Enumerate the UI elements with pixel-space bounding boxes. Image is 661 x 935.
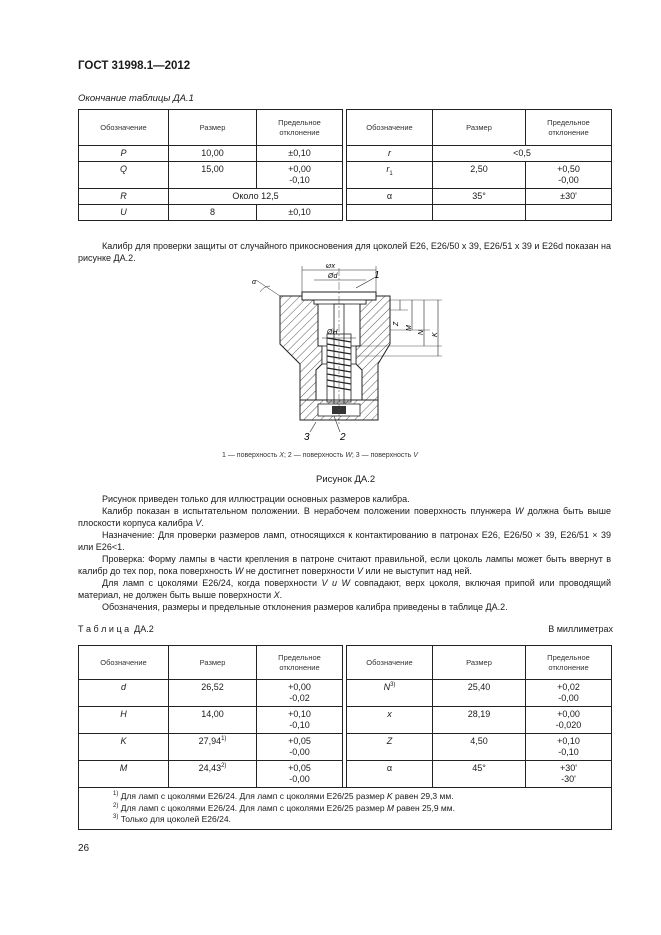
table-row: M 24,43$^{2)}$ +0,05 -0,00 α 45° +30' -30' xyxy=(79,761,612,788)
table-row: d 26,52 +0,00 -0,02 $N^{3)}$ 25,40 +0,02 -0,00 xyxy=(79,680,612,707)
col-header: Обозначение xyxy=(347,110,433,146)
table2-caption: Т а б л и ц а ДА.2 xyxy=(78,624,154,634)
dim-M-label: M xyxy=(406,325,413,331)
footnotes-row xyxy=(79,788,612,830)
dim-N-label: N xyxy=(418,329,425,335)
footnote: $^{3)}$ Только для цоколей E26/24. xyxy=(113,814,231,824)
table-row: Q 15,00 +0,00 -0,10 $r_1$ 2,50 +0,50 -0,00 xyxy=(79,162,612,189)
col-header: Предельное отклонение xyxy=(526,110,612,146)
col-header: Обозначение xyxy=(79,110,169,146)
col-header: Предельное отклонение xyxy=(257,110,343,146)
table-row: R Около 12,5 α 35° ±30' xyxy=(79,189,612,205)
table1-caption: Окончание таблицы ДА.1 xyxy=(78,93,194,104)
table-row: P 10,00 ±0,10 r <0,5 xyxy=(79,146,612,162)
table-header-row xyxy=(79,110,612,146)
table-header-row: Обозначение Размер Предельное отклонение Обозначение Размер Предельное отклонение xyxy=(79,646,612,680)
gauge-figure xyxy=(230,264,470,446)
figure-title: Рисунок ДА.2 xyxy=(316,474,376,485)
angle-alpha-label: α xyxy=(252,279,256,286)
dim-H-label: ØH xyxy=(327,329,338,336)
gauge-body-left xyxy=(280,296,322,400)
footnote: $^{1)}$ Для ламп с цоколями E26/24. Для ламп с цоколями E26/25 размер K равен 29,3 мм. xyxy=(113,791,454,801)
footnote: $^{2)}$ Для ламп с цоколями E26/24. Для ламп с цоколями E26/25 размер M равен 25,9 мм. xyxy=(113,802,455,813)
col-header: Размер xyxy=(433,110,526,146)
gauge-body-right xyxy=(356,296,390,400)
intro-paragraph: Калибр для проверки защиты от случайного прикосновения для цоколей E26, E26/50 x 39, E26/51 x 39 и E26d показан на рисунке ДА.2. xyxy=(78,241,611,263)
figure-legend: 1 — поверхность X; 2 — поверхность W; 3 — поверхность V xyxy=(222,452,418,459)
table-da2 xyxy=(78,645,612,830)
callout-2: 2 xyxy=(340,432,346,443)
table-row: U 8 ±0,10 xyxy=(79,205,612,221)
document-header: ГОСТ 31998.1—2012 xyxy=(78,60,191,72)
table-row: K 27,94$^{1)}$ +0,05 -0,00 Z 4,50 +0,10 -0,10 xyxy=(79,734,612,761)
table-da1 xyxy=(78,109,612,221)
col-header: Размер xyxy=(169,110,257,146)
page-number: 26 xyxy=(78,843,90,854)
dim-K-label: K xyxy=(432,332,439,337)
body-text: Рисунок приведен только для иллюстрации основных размеров калибра. Калибр показан в испытательном положении. В нерабочем положении поверхность плунжера W должна быть выше плоскости корпуса калибра V. Назначение: Для проверки размеров ламп, относящихся к контактированию в патронах E26, E26/50 × 39, E26/51 × 39 или E26<1. Проверка: Форму лампы в части крепления в патроне считают правильной, если цоколь лампы может быть ввернут в калибр до тех пор, пока поверхность W не достигнет поверхности V или не выступит над ней. Для ламп с цоколями E26/24, когда поверхности V и W совпадают, верх цоколя, включая припой или проводящий материал, не должен быть выше поверхности X. Обозначения, размеры и предельные отклонения размеров калибра приведены в таблице ДА.2. xyxy=(78,494,611,612)
dim-d-label: Ød xyxy=(328,273,338,280)
table-row: H 14,00 +0,10 -0,10 x 28,19 +0,00 -0,020 xyxy=(79,707,612,734)
table2-units: В миллиметрах xyxy=(548,624,613,634)
dim-Z-label: Z xyxy=(393,321,400,326)
callout-1: 1 xyxy=(374,270,380,281)
dim-x-label: Øx xyxy=(326,264,335,270)
callout-3: 3 xyxy=(304,432,310,443)
